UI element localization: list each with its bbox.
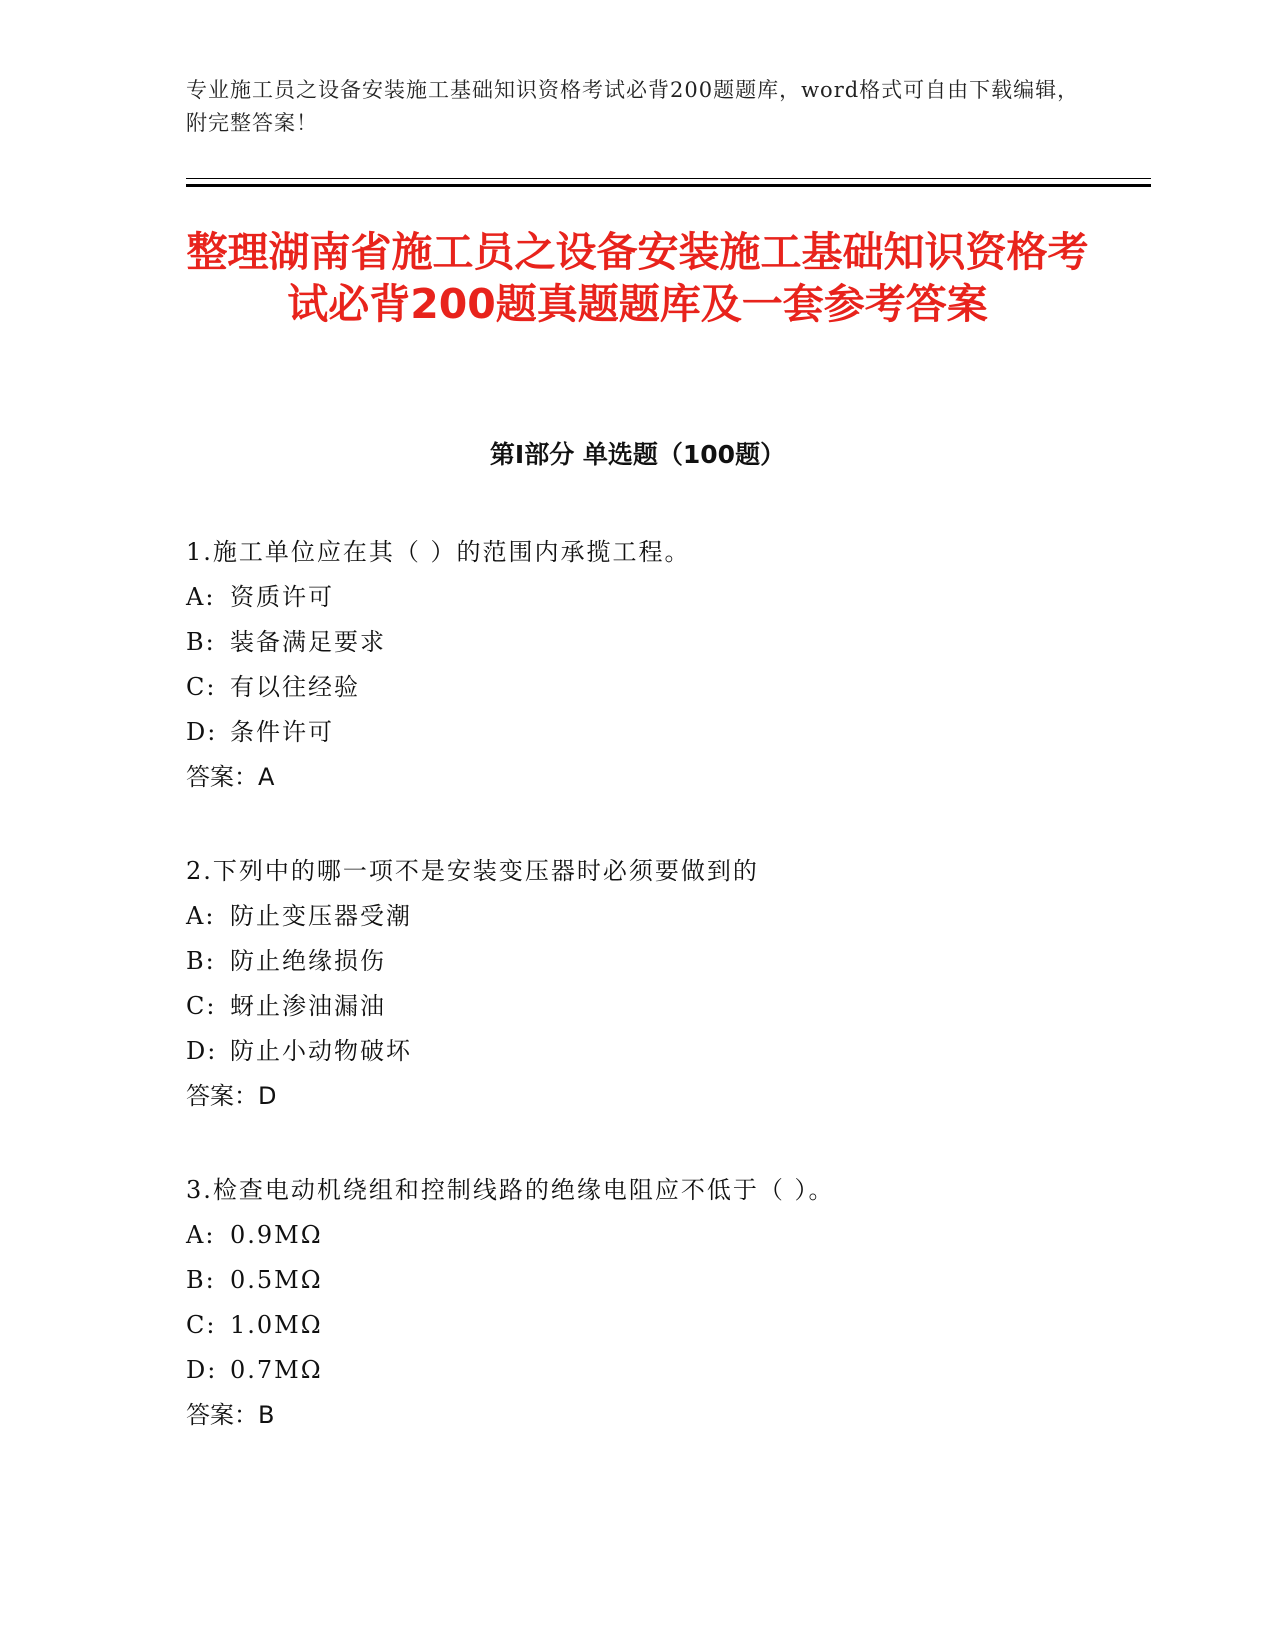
option-c — [186, 665, 1086, 710]
option-letter: D: — [186, 718, 218, 746]
section-heading: 第I部分 单选题（100题） — [489, 440, 786, 469]
option-text: 有以往经验 — [230, 673, 360, 701]
option-letter: C: — [186, 1311, 217, 1339]
option-letter: C: — [186, 992, 217, 1020]
question-stem: 3.检查电动机绕组和控制线路的绝缘电阻应不低于（ ）。 — [186, 1176, 835, 1204]
option-b — [186, 620, 1086, 665]
option-letter: B: — [186, 628, 216, 656]
option-text: 1.0MΩ — [230, 1311, 323, 1339]
option-letter: A: — [186, 1221, 216, 1249]
question-stem: 2.下列中的哪一项不是安装变压器时必须要做到的 — [186, 857, 759, 885]
question-1 — [186, 530, 1086, 800]
header-note: 专业施工员之设备安装施工基础知识资格考试必背200题题库，word格式可自由下载编辑，附完整答案！ — [186, 78, 1080, 135]
option-text: 防止绝缘损伤 — [230, 947, 386, 975]
option-letter: D: — [186, 1037, 218, 1065]
answer-line: 答案：B — [186, 1401, 275, 1429]
option-text: 防止变压器受潮 — [230, 902, 412, 930]
option-a — [186, 575, 1086, 620]
option-text: 条件许可 — [230, 718, 334, 746]
option-b — [186, 1258, 1086, 1303]
option-d — [186, 1348, 1086, 1393]
option-text: 防止小动物破坏 — [230, 1037, 412, 1065]
header-divider-thick — [186, 184, 1151, 187]
option-text: 0.7MΩ — [230, 1356, 323, 1384]
option-letter: D: — [186, 1356, 218, 1384]
option-letter: A: — [186, 583, 216, 611]
option-a — [186, 1213, 1086, 1258]
answer-line: 答案：D — [186, 1082, 277, 1110]
option-d — [186, 710, 1086, 755]
option-text: 0.9MΩ — [230, 1221, 323, 1249]
option-d — [186, 1029, 1086, 1074]
option-c — [186, 1303, 1086, 1348]
answer-line: 答案：A — [186, 763, 275, 791]
question-3 — [186, 1168, 1086, 1438]
option-text: 资质许可 — [230, 583, 334, 611]
option-letter: C: — [186, 673, 217, 701]
option-a — [186, 894, 1086, 939]
header-divider-thin — [186, 178, 1151, 179]
option-letter: A: — [186, 902, 216, 930]
option-text: 0.5MΩ — [230, 1266, 323, 1294]
option-text: 装备满足要求 — [230, 628, 386, 656]
option-letter: B: — [186, 947, 216, 975]
question-stem: 1.施工单位应在其（ ）的范围内承揽工程。 — [186, 538, 691, 566]
document-title: 整理湖南省施工员之设备安装施工基础知识资格考试必背200题真题题库及一套参考答案 — [186, 228, 1089, 328]
option-c — [186, 984, 1086, 1029]
question-2 — [186, 849, 1086, 1119]
option-text: 蚜止渗油漏油 — [230, 992, 386, 1020]
option-b — [186, 939, 1086, 984]
option-letter: B: — [186, 1266, 216, 1294]
